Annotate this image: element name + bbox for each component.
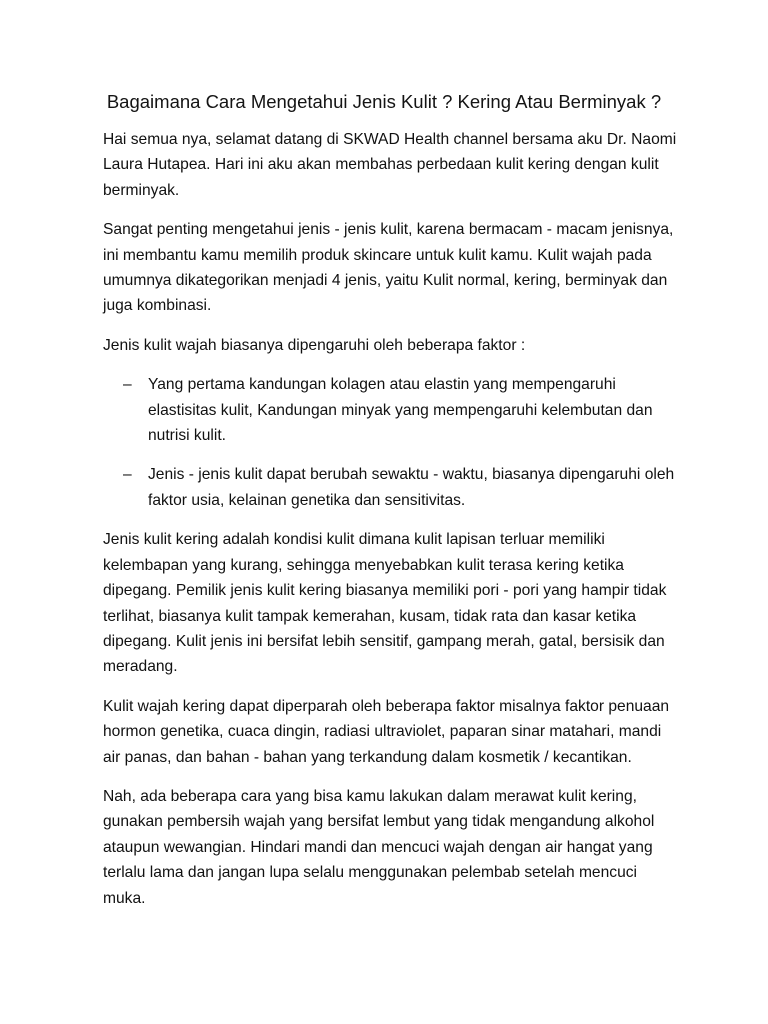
list-item-text: Jenis - jenis kulit dapat berubah sewaktu - waktu, biasanya dipengaruhi oleh faktor usia, kelainan genetika dan sensitivitas. bbox=[148, 466, 675, 509]
document-body bbox=[103, 127, 681, 925]
paragraph-dry-skin: Jenis kulit kering adalah kondisi kulit dimana kulit lapisan terluar memiliki kelembapan yang kurang, sehingga menyebabkan kulit terasa kering ketika dipegang. Pemilik jenis kulit kering biasanya memiliki pori - pori yang hampir tidak terlihat, biasanya kulit tampak kemerahan, kusam, tidak rata dan kasar ketika dipegang. Kulit jenis ini bersifat lebih sensitif, gampang merah, gatal, bersisik dan meradang. bbox=[103, 531, 667, 676]
dash-bullet-icon: – bbox=[123, 376, 132, 394]
paragraph-skin-types: Sangat penting mengetahui jenis - jenis kulit, karena bermacam - macam jenisnya, ini membantu kamu memilih produk skincare untuk kulit kamu. Kulit wajah pada umumnya dikategorikan menjadi 4 jenis, yaitu Kulit normal, kering, berminyak dan juga kombinasi. bbox=[103, 221, 674, 315]
list-item-text: Yang pertama kandungan kolagen atau elastin yang mempengaruhi elastisitas kulit, Kandungan minyak yang mempengaruhi kelembutan dan nutrisi kulit. bbox=[148, 376, 653, 445]
paragraph-aggravating-factors: Kulit wajah kering dapat diperparah oleh beberapa faktor misalnya faktor penuaan hormon genetika, cuaca dingin, radiasi ultraviolet, paparan sinar matahari, mandi air panas, dan bahan - bahan yang terkandung dalam kosmetik / kecantikan. bbox=[103, 697, 670, 766]
paragraph-factors-intro: Jenis kulit wajah biasanya dipengaruhi oleh beberapa faktor : bbox=[103, 336, 526, 354]
paragraph-care-tips: Nah, ada beberapa cara yang bisa kamu lakukan dalam merawat kulit kering, gunakan pembersih wajah yang bersifat lembut yang tidak mengandung alkohol ataupun wewangian. Hindari mandi dan mencuci wajah dengan air hangat yang terlalu lama dan jangan lupa selalu menggunakan pelembab setelah mencuci muka. bbox=[103, 787, 655, 907]
factors-list bbox=[103, 372, 681, 513]
paragraph-intro: Hai semua nya, selamat datang di SKWAD Health channel bersama aku Dr. Naomi Laura Hutapea. Hari ini aku akan membahas perbedaan kulit kering dengan kulit berminyak. bbox=[103, 131, 677, 199]
list-item bbox=[103, 462, 681, 513]
dash-bullet-icon: – bbox=[123, 466, 132, 484]
list-item bbox=[103, 372, 681, 448]
document-title: Bagaimana Cara Mengetahui Jenis Kulit ? Kering Atau Berminyak ? bbox=[106, 91, 662, 112]
